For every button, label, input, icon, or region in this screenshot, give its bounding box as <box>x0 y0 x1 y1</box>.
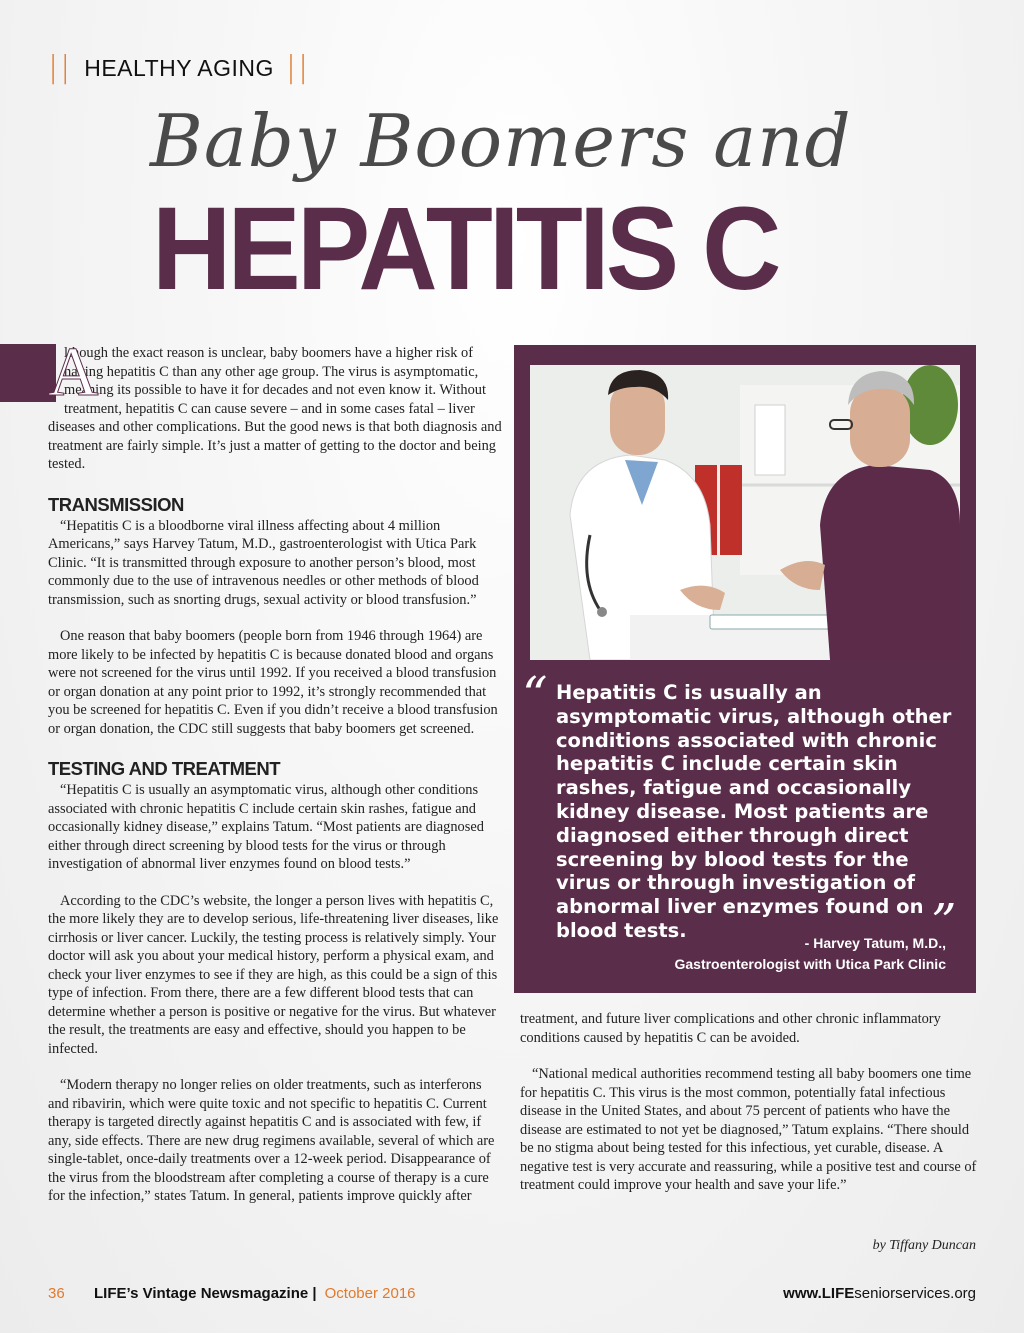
page-footer <box>48 1282 976 1304</box>
close-quote-mark: ” <box>931 893 957 951</box>
testing-heading: TESTING AND TREATMENT <box>48 758 281 779</box>
intro-text: lthough the exact reason is unclear, baby boomers have a higher risk of having hepatitis C than any other age group. The virus is asymptomatic, meaning its possible to have it for decades and not even know it. Without treatment, hepatitis C can cause severe – and in some cases fatal – liver diseases and other complications. But the good news is that both diagnosis and treatment are fairly simple. It’s just a matter of getting to the doctor and being tested. <box>48 345 502 472</box>
transmission-heading: TRANSMISSION <box>48 493 184 515</box>
byline: by Tiffany Duncan <box>872 1238 976 1253</box>
testing-paragraph-1: “Hepatitis C is usually an asymptomatic virus, although other conditions associated with chronic hepatitis C include certain skin rashes, fatigue and occasionally kidney disease,” explains Tatum. “Most patients are diagnosed either through direct screening by blood tests for the virus or through investigation of abnormal liver enzymes found on blood tests.” <box>48 782 484 872</box>
dropcap-box <box>0 334 99 411</box>
magazine-name: LIFE’s Vintage Newsmagazine | <box>94 1284 317 1302</box>
open-quote-mark: “ <box>522 666 548 724</box>
section-label: HEALTHY AGING <box>84 54 274 81</box>
transmission-paragraph-1: “Hepatitis C is a bloodborne viral illness affecting about 4 million Americans,” says Harvey Tatum, M.D., gastroenterologist with Utica Park Clinic. “It is transmitted through exposure to another person’s blood, most commonly due to the use of intravenous needles or other methods of blood transmission, such as snorting drugs, sexual activity or blood transfusion.” <box>48 517 479 608</box>
section-bars-left: || <box>48 50 73 85</box>
pullquote-panel <box>514 345 976 993</box>
attribution-name: - Harvey Tatum, M.D., <box>804 935 946 951</box>
issue-date: October 2016 <box>324 1284 416 1302</box>
article-title-line2: HEPATITIS C <box>152 183 778 315</box>
transmission-paragraph-2: One reason that baby boomers (people born from 1946 through 1964) are more likely to be infected by hepatitis C is because donated blood and organs were not screened for the virus until 1992. If you received a blood transfusion or organ donation at any point prior to 1992, it’s strongly recommended that you be screened for hepatitis C. Even if you didn’t receive a blood transfusion or organ donation, the CDC still suggests that baby boomers get screened. <box>48 628 498 737</box>
testing-paragraph-3: “Modern therapy no longer relies on older treatments, such as interferons and ribavirin, which were quite toxic and not specific to hepatitis C. Current therapy is targeted directly against hepatitis C and is associated with few, if any, side effects. There are new drug regimens available, several of which are single-tablet, once-daily treatments over a 12-week period. Disappearance of the virus from the bloodstream after completing a course of therapy is a cure for the infection,” states Tatum. In general, patients improve quickly after <box>48 1077 495 1204</box>
pullquote-text: Hepatitis C is usually an asymptomatic virus, although other conditions associated with chronic hepatitis C include certain skin rashes, fatigue and occasionally kidney disease. Most patients are diagnosed either through direct screening by blood tests for the virus or through investigation of abnormal liver enzymes found on blood tests. <box>556 681 952 942</box>
right-column <box>520 1010 980 1195</box>
right-paragraph-1: treatment, and future liver complications and other chronic inflammatory conditions caused by hepatitis C can be avoided. <box>520 1011 941 1046</box>
pullquote-attribution <box>546 933 946 975</box>
right-paragraph-2: “National medical authorities recommend testing all baby boomers one time for hepatitis C. This virus is the most common, potentially fatal infectious disease in the United States, and about 75 percent of patients who have the disease are estimated to not yet be diagnosed,” Tatum explains. “There should be no stigma about being tested for this infectious, yet curable, disease. A negative test is very accurate and reassuring, while a positive test and course of treatment could improve your health and save your life.” <box>520 1066 977 1193</box>
attribution-title: Gastroenterologist with Utica Park Clinic <box>674 956 946 972</box>
testing-paragraph-2: According to the CDC’s website, the longer a person lives with hepatitis C, the more likely they are to develop serious, life-threatening liver diseases, like cirrhosis or liver cancer. Luckily, the testing process is relatively simply. Your doctor will ask you about your medical history, perform a physical exam, and check your liver enzymes to see if they are high, as this could be a sign of this type of infection. From there, there are a few different blood tests that can determine whether a person is positive or negative for the virus. But whatever the result, the treatments are easy and effective, should you happen to be infected. <box>48 892 499 1057</box>
photo-illustration <box>530 365 960 660</box>
section-tag <box>48 48 310 88</box>
url-rest-part: seniorservices.org <box>854 1284 976 1302</box>
page-number: 36 <box>48 1284 65 1302</box>
intro-paragraph <box>48 334 503 474</box>
left-column <box>48 334 503 1206</box>
section-bars-right: || <box>285 50 311 85</box>
dropcap: A <box>48 334 99 411</box>
url-bold-part: www.LIFE <box>783 1284 855 1302</box>
article-title-line1: Baby Boomers and <box>150 99 852 183</box>
website-url[interactable] <box>783 1285 976 1302</box>
doctor-patient-photo <box>530 365 960 660</box>
